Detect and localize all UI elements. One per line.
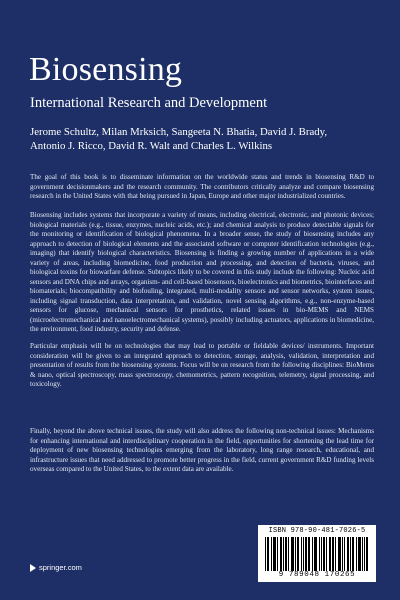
author-list xyxy=(30,125,380,153)
description-paragraph: The goal of this book is to disseminate information on the worldwide status and trends in biosensing R&D to government decisionmakers and the research community. The contributors critically analyze and compare biosensing research in the United States with that being pursued in Japan, Europe and other major industrialized countries. xyxy=(30,173,374,200)
author-line: Jerome Schultz, Milan Mrksich, Sangeeta N. Bhatia, David J. Brady, xyxy=(30,126,328,138)
barcode-digits: 9 789048 170265 xyxy=(278,571,356,579)
barcode-icon xyxy=(265,537,369,571)
book-subtitle: International Research and Development xyxy=(30,95,268,111)
publisher-logo xyxy=(30,563,82,572)
author-line: Antonio J. Ricco, David R. Walt and Charles L. Wilkins xyxy=(30,140,273,152)
publisher-url: springer.com xyxy=(39,563,82,572)
description-paragraph: Biosensing includes systems that incorporate a variety of means, including electrical, electronic, and photonic devices; biological materials (e.g., tissue, enzymes, nucleic acids, etc.); and chemical analysis to produce detectable signals for the monitoring or identification of biological phenomena. In a broader sense, the study of biosensing includes any approach to detection of biological elements and the associated software or computer identification technologies (e.g., imaging) that identify biological characteristics. Biosensing is finding a growing number of applications in a wide variety of areas, including biomedicine, food production and processing, and detection of bacteria, viruses, and biological toxins for biowarfare defense. Subtopics likely to be covered in this study include the following: Nucleic acid sensors and DNA chips and arrays, organism- and cell-based biosensors, bioelectronics and biometrics, biointerfaces and biomaterials; biocompatibility and biofouling, integrated, multi-modality sensors and sensor networks, system issues, including signal transduction, data interpretation, and validation, novel sensing algorithms, e.g., non-enzyme-based sensors for glucose, mechanical sensors for prosthetics, related issues in bio-MEMS and NEMS (microelectromechanical and nanoelectromechanical systems), possibly including actuators, applications in biomedicine, the environment, food industry, security and defense. xyxy=(30,211,374,333)
isbn-barcode xyxy=(258,525,376,582)
description-paragraph: Particular emphasis will be on technologies that may lead to portable or fieldable devices/ instruments. Important consideration will be given to an integrated approach to detection, storage, analysis, validation, interpretation and presentation of results from the biosensing systems. Focus will be on research from the following disciplines: BioMems & nano, optical spectroscopy, mass spectroscopy, chemometrics, pattern recognition, telemetry, signal processing, and toxicology. xyxy=(30,342,374,388)
isbn-label: ISBN 978-90-481-7026-5 xyxy=(268,527,366,535)
description-paragraph: Finally, beyond the above technical issues, the study will also address the following non-technical issues: Mechanisms for enhancing international and interdisciplinary cooperation in the field, opportunities for shortening the lead time for deployment of new biosensing technologies emerging from the laboratory, long range research, educational, and infrastructure issues that need addressed to promote better progress in the field, current government R&D funding levels overseas compared to the United States, to the extent data are available. xyxy=(30,427,374,473)
springer-arrow-icon xyxy=(30,564,36,572)
book-title: Biosensing xyxy=(29,51,183,88)
